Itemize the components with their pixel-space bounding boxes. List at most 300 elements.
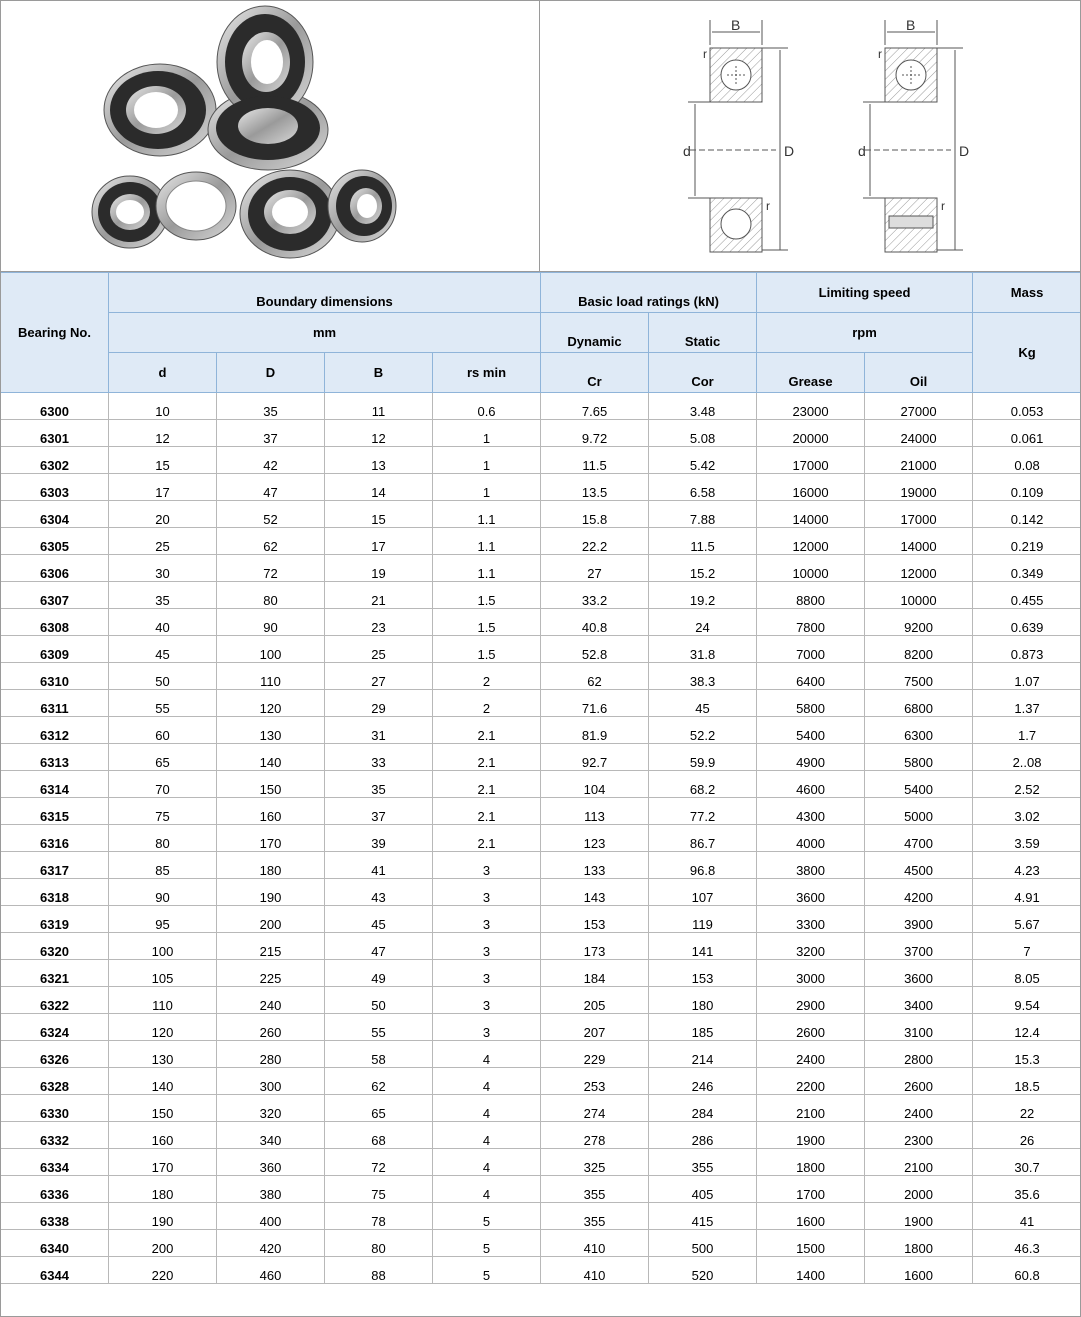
table-row [1, 1203, 1081, 1230]
table-row [1, 420, 1081, 447]
table-cell: 4 [433, 1176, 541, 1203]
table-cell: 170 [109, 1149, 217, 1176]
table-cell: 1900 [757, 1122, 865, 1149]
table-cell: 2.1 [433, 771, 541, 798]
bearing-photo [0, 0, 540, 272]
table-cell: 3 [433, 960, 541, 987]
table-cell: 60 [109, 717, 217, 744]
table-cell: 5 [433, 1257, 541, 1284]
table-cell: 6400 [757, 663, 865, 690]
label-d-2: d [858, 143, 866, 159]
table-cell: 88 [325, 1257, 433, 1284]
header-D: D [217, 353, 325, 393]
header-boundary-dimensions: Boundary dimensions [109, 273, 541, 313]
table-cell: 2400 [757, 1041, 865, 1068]
table-cell: 58 [325, 1041, 433, 1068]
table-cell: 11.5 [649, 528, 757, 555]
table-cell: 460 [217, 1257, 325, 1284]
table-cell: 6310 [1, 663, 109, 690]
header-cor: Cor [649, 353, 757, 393]
table-cell: 68.2 [649, 771, 757, 798]
header-rs-min: rs min [433, 353, 541, 393]
table-cell: 13 [325, 447, 433, 474]
table-cell: 35.6 [973, 1176, 1081, 1203]
table-row [1, 474, 1081, 501]
table-cell: 11 [325, 393, 433, 420]
table-cell: 8800 [757, 582, 865, 609]
table-cell: 5 [433, 1203, 541, 1230]
table-cell: 1.5 [433, 609, 541, 636]
table-cell: 286 [649, 1122, 757, 1149]
header-oil: Oil [865, 353, 973, 393]
table-cell: 3 [433, 987, 541, 1014]
table-row [1, 501, 1081, 528]
table-cell: 22.2 [541, 528, 649, 555]
table-cell: 80 [217, 582, 325, 609]
table-cell: 160 [109, 1122, 217, 1149]
table-cell: 3800 [757, 852, 865, 879]
table-cell: 278 [541, 1122, 649, 1149]
table-row [1, 852, 1081, 879]
table-cell: 47 [217, 474, 325, 501]
table-cell: 1.07 [973, 663, 1081, 690]
table-row [1, 771, 1081, 798]
table-cell: 1600 [865, 1257, 973, 1284]
table-cell: 3 [433, 1014, 541, 1041]
table-cell: 40 [109, 609, 217, 636]
table-row [1, 717, 1081, 744]
table-cell: 43 [325, 879, 433, 906]
table-cell: 6300 [865, 717, 973, 744]
table-cell: 46.3 [973, 1230, 1081, 1257]
table-cell: 5.42 [649, 447, 757, 474]
table-cell: 4600 [757, 771, 865, 798]
table-row [1, 987, 1081, 1014]
table-cell: 130 [109, 1041, 217, 1068]
table-cell: 3.02 [973, 798, 1081, 825]
table-cell: 0.061 [973, 420, 1081, 447]
table-cell: 16000 [757, 474, 865, 501]
table-cell: 1.5 [433, 582, 541, 609]
table-cell: 15.3 [973, 1041, 1081, 1068]
table-cell: 6328 [1, 1068, 109, 1095]
table-cell: 4 [433, 1122, 541, 1149]
table-cell: 42 [217, 447, 325, 474]
table-cell: 410 [541, 1230, 649, 1257]
table-row [1, 1176, 1081, 1203]
table-cell: 2200 [757, 1068, 865, 1095]
table-cell: 2 [433, 690, 541, 717]
table-cell: 0.873 [973, 636, 1081, 663]
table-cell: 3900 [865, 906, 973, 933]
table-cell: 140 [217, 744, 325, 771]
table-cell: 5000 [865, 798, 973, 825]
table-cell: 1.1 [433, 501, 541, 528]
table-cell: 1 [433, 420, 541, 447]
label-D-1: D [784, 143, 795, 159]
table-cell: 4 [433, 1149, 541, 1176]
table-cell: 4 [433, 1068, 541, 1095]
table-cell: 25 [109, 528, 217, 555]
bearing-2 [208, 6, 328, 170]
table-cell: 6321 [1, 960, 109, 987]
table-cell: 420 [217, 1230, 325, 1257]
table-cell: 130 [217, 717, 325, 744]
table-cell: 190 [109, 1203, 217, 1230]
table-cell: 17000 [757, 447, 865, 474]
table-cell: 500 [649, 1230, 757, 1257]
table-cell: 355 [541, 1176, 649, 1203]
table-cell: 280 [217, 1041, 325, 1068]
table-row [1, 690, 1081, 717]
table-cell: 14 [325, 474, 433, 501]
table-cell: 52 [217, 501, 325, 528]
header-basic-load: Basic load ratings (kN) [541, 273, 757, 313]
table-row [1, 1149, 1081, 1176]
table-cell: 27 [541, 555, 649, 582]
table-cell: 173 [541, 933, 649, 960]
table-cell: 12000 [757, 528, 865, 555]
table-cell: 15 [109, 447, 217, 474]
table-cell: 1800 [865, 1230, 973, 1257]
table-cell: 1.1 [433, 555, 541, 582]
table-cell: 7.65 [541, 393, 649, 420]
table-cell: 4900 [757, 744, 865, 771]
table-cell: 4300 [757, 798, 865, 825]
table-cell: 1.1 [433, 528, 541, 555]
table-cell: 41 [325, 852, 433, 879]
table-cell: 240 [217, 987, 325, 1014]
table-cell: 1.7 [973, 717, 1081, 744]
table-cell: 3700 [865, 933, 973, 960]
table-cell: 8200 [865, 636, 973, 663]
table-cell: 0.639 [973, 609, 1081, 636]
table-cell: 5800 [757, 690, 865, 717]
table-cell: 7800 [757, 609, 865, 636]
table-cell: 6332 [1, 1122, 109, 1149]
table-cell: 41 [973, 1203, 1081, 1230]
table-cell: 225 [217, 960, 325, 987]
table-cell: 3600 [757, 879, 865, 906]
table-cell: 8.05 [973, 960, 1081, 987]
header-mass: Mass [973, 273, 1081, 313]
table-cell: 2000 [865, 1176, 973, 1203]
table-cell: 6317 [1, 852, 109, 879]
table-cell: 6300 [1, 393, 109, 420]
bearing-1 [104, 64, 216, 156]
table-cell: 72 [325, 1149, 433, 1176]
table-cell: 23000 [757, 393, 865, 420]
table-cell: 2.1 [433, 798, 541, 825]
table-cell: 119 [649, 906, 757, 933]
table-cell: 214 [649, 1041, 757, 1068]
table-row [1, 825, 1081, 852]
table-cell: 410 [541, 1257, 649, 1284]
table-cell: 26 [973, 1122, 1081, 1149]
table-cell: 2800 [865, 1041, 973, 1068]
table-cell: 0.08 [973, 447, 1081, 474]
table-row [1, 582, 1081, 609]
table-cell: 120 [217, 690, 325, 717]
table-cell: 80 [325, 1230, 433, 1257]
table-cell: 200 [217, 906, 325, 933]
table-cell: 100 [109, 933, 217, 960]
table-cell: 22 [973, 1095, 1081, 1122]
table-cell: 77.2 [649, 798, 757, 825]
table-row [1, 447, 1081, 474]
header-mm: mm [109, 313, 541, 353]
table-cell: 150 [217, 771, 325, 798]
table-cell: 6313 [1, 744, 109, 771]
table-cell: 21000 [865, 447, 973, 474]
table-cell: 86.7 [649, 825, 757, 852]
table-cell: 6302 [1, 447, 109, 474]
table-cell: 0.349 [973, 555, 1081, 582]
table-row [1, 960, 1081, 987]
table-cell: 284 [649, 1095, 757, 1122]
table-cell: 27 [325, 663, 433, 690]
bearing-spec-table [0, 272, 1081, 1284]
table-cell: 3300 [757, 906, 865, 933]
table-cell: 0.455 [973, 582, 1081, 609]
table-cell: 23 [325, 609, 433, 636]
table-cell: 4200 [865, 879, 973, 906]
table-cell: 120 [109, 1014, 217, 1041]
table-cell: 190 [217, 879, 325, 906]
table-cell: 185 [649, 1014, 757, 1041]
table-cell: 6.58 [649, 474, 757, 501]
bearing-5 [240, 170, 340, 258]
table-cell: 50 [109, 663, 217, 690]
table-cell: 4 [433, 1041, 541, 1068]
table-cell: 18.5 [973, 1068, 1081, 1095]
table-cell: 9.54 [973, 987, 1081, 1014]
table-cell: 0.109 [973, 474, 1081, 501]
table-cell: 27000 [865, 393, 973, 420]
cross-section-svg [540, 0, 1081, 272]
table-cell: 3 [433, 879, 541, 906]
bearing-photo-image [0, 0, 540, 272]
table-cell: 0.6 [433, 393, 541, 420]
table-row [1, 636, 1081, 663]
table-cell: 415 [649, 1203, 757, 1230]
table-row [1, 663, 1081, 690]
table-cell: 110 [109, 987, 217, 1014]
table-cell: 105 [109, 960, 217, 987]
table-cell: 6344 [1, 1257, 109, 1284]
table-cell: 355 [649, 1149, 757, 1176]
table-cell: 2400 [865, 1095, 973, 1122]
table-cell: 9200 [865, 609, 973, 636]
table-cell: 12000 [865, 555, 973, 582]
table-cell: 35 [217, 393, 325, 420]
table-cell: 520 [649, 1257, 757, 1284]
table-cell: 380 [217, 1176, 325, 1203]
table-cell: 15.2 [649, 555, 757, 582]
table-cell: 95 [109, 906, 217, 933]
table-cell: 5400 [865, 771, 973, 798]
table-cell: 37 [217, 420, 325, 447]
table-cell: 6308 [1, 609, 109, 636]
table-cell: 7000 [757, 636, 865, 663]
table-cell: 10000 [757, 555, 865, 582]
table-cell: 141 [649, 933, 757, 960]
table-cell: 75 [109, 798, 217, 825]
table-cell: 45 [649, 690, 757, 717]
table-cell: 75 [325, 1176, 433, 1203]
table-cell: 45 [109, 636, 217, 663]
table-body [1, 393, 1081, 1284]
table-cell: 6330 [1, 1095, 109, 1122]
table-cell: 85 [109, 852, 217, 879]
header-grease: Grease [757, 353, 865, 393]
table-cell: 59.9 [649, 744, 757, 771]
table-row [1, 1014, 1081, 1041]
table-cell: 107 [649, 879, 757, 906]
table-cell: 153 [541, 906, 649, 933]
header-kg: Kg [973, 313, 1081, 393]
table-cell: 2 [433, 663, 541, 690]
table-cell: 6318 [1, 879, 109, 906]
table-cell: 253 [541, 1068, 649, 1095]
table-cell: 3400 [865, 987, 973, 1014]
table-cell: 39 [325, 825, 433, 852]
table-cell: 92.7 [541, 744, 649, 771]
table-cell: 3600 [865, 960, 973, 987]
table-cell: 143 [541, 879, 649, 906]
table-cell: 220 [109, 1257, 217, 1284]
table-cell: 1.5 [433, 636, 541, 663]
table-cell: 12.4 [973, 1014, 1081, 1041]
label-r-1a: r [703, 47, 707, 61]
table-cell: 14000 [757, 501, 865, 528]
table-cell: 90 [109, 879, 217, 906]
table-cell: 123 [541, 825, 649, 852]
table-cell: 6319 [1, 906, 109, 933]
table-cell: 70 [109, 771, 217, 798]
label-B-2: B [906, 17, 916, 33]
table-cell: 72 [217, 555, 325, 582]
table-cell: 2600 [865, 1068, 973, 1095]
table-cell: 2.1 [433, 825, 541, 852]
table-row [1, 1041, 1081, 1068]
table-cell: 260 [217, 1014, 325, 1041]
table-cell: 3000 [757, 960, 865, 987]
table-cell: 60.8 [973, 1257, 1081, 1284]
table-cell: 31.8 [649, 636, 757, 663]
table-cell: 1.37 [973, 690, 1081, 717]
table-cell: 1600 [757, 1203, 865, 1230]
table-cell: 6320 [1, 933, 109, 960]
table-row [1, 1230, 1081, 1257]
table-cell: 40.8 [541, 609, 649, 636]
table-cell: 6311 [1, 690, 109, 717]
table-cell: 3 [433, 906, 541, 933]
table-cell: 6336 [1, 1176, 109, 1203]
table-cell: 150 [109, 1095, 217, 1122]
label-D-2: D [959, 143, 970, 159]
table-cell: 4.23 [973, 852, 1081, 879]
bearing-6 [328, 170, 396, 242]
table-cell: 12 [109, 420, 217, 447]
label-r-1b: r [766, 199, 770, 213]
table-cell: 300 [217, 1068, 325, 1095]
table-cell: 6340 [1, 1230, 109, 1257]
table-cell: 52.2 [649, 717, 757, 744]
table-cell: 3200 [757, 933, 865, 960]
table-cell: 37 [325, 798, 433, 825]
header-d: d [109, 353, 217, 393]
table-cell: 160 [217, 798, 325, 825]
table-cell: 10000 [865, 582, 973, 609]
table-row [1, 1068, 1081, 1095]
table-cell: 215 [217, 933, 325, 960]
table-cell: 229 [541, 1041, 649, 1068]
table-cell: 205 [541, 987, 649, 1014]
table-cell: 6304 [1, 501, 109, 528]
header-B: B [325, 353, 433, 393]
table-header [1, 273, 1081, 393]
header-limiting-speed: Limiting speed [757, 273, 973, 313]
table-cell: 6307 [1, 582, 109, 609]
table-cell: 6312 [1, 717, 109, 744]
table-cell: 3.59 [973, 825, 1081, 852]
table-cell: 5 [433, 1230, 541, 1257]
table-row [1, 609, 1081, 636]
table-cell: 33.2 [541, 582, 649, 609]
table-cell: 1 [433, 474, 541, 501]
table-cell: 1700 [757, 1176, 865, 1203]
table-cell: 3 [433, 933, 541, 960]
table-cell: 29 [325, 690, 433, 717]
table-cell: 0.142 [973, 501, 1081, 528]
table-cell: 5.67 [973, 906, 1081, 933]
table-cell: 71.6 [541, 690, 649, 717]
table-row [1, 1122, 1081, 1149]
header-bearing-no: Bearing No. [1, 273, 109, 393]
table-cell: 38.3 [649, 663, 757, 690]
table-cell: 81.9 [541, 717, 649, 744]
table-cell: 19.2 [649, 582, 757, 609]
table-cell: 320 [217, 1095, 325, 1122]
table-cell: 405 [649, 1176, 757, 1203]
header-static: Static [649, 313, 757, 353]
table-cell: 55 [325, 1014, 433, 1041]
table-cell: 400 [217, 1203, 325, 1230]
table-cell: 200 [109, 1230, 217, 1257]
table-cell: 24000 [865, 420, 973, 447]
table-cell: 274 [541, 1095, 649, 1122]
table-cell: 52.8 [541, 636, 649, 663]
table-cell: 6800 [865, 690, 973, 717]
table-cell: 184 [541, 960, 649, 987]
table-cell: 47 [325, 933, 433, 960]
table-cell: 2600 [757, 1014, 865, 1041]
table-cell: 17 [325, 528, 433, 555]
table-row [1, 933, 1081, 960]
table-cell: 140 [109, 1068, 217, 1095]
header-dynamic: Dynamic [541, 313, 649, 353]
table-cell: 7.88 [649, 501, 757, 528]
table-cell: 6315 [1, 798, 109, 825]
table-cell: 2.52 [973, 771, 1081, 798]
table-cell: 65 [325, 1095, 433, 1122]
table-cell: 6301 [1, 420, 109, 447]
table-cell: 11.5 [541, 447, 649, 474]
table-cell: 30 [109, 555, 217, 582]
table-cell: 25 [325, 636, 433, 663]
table-cell: 360 [217, 1149, 325, 1176]
